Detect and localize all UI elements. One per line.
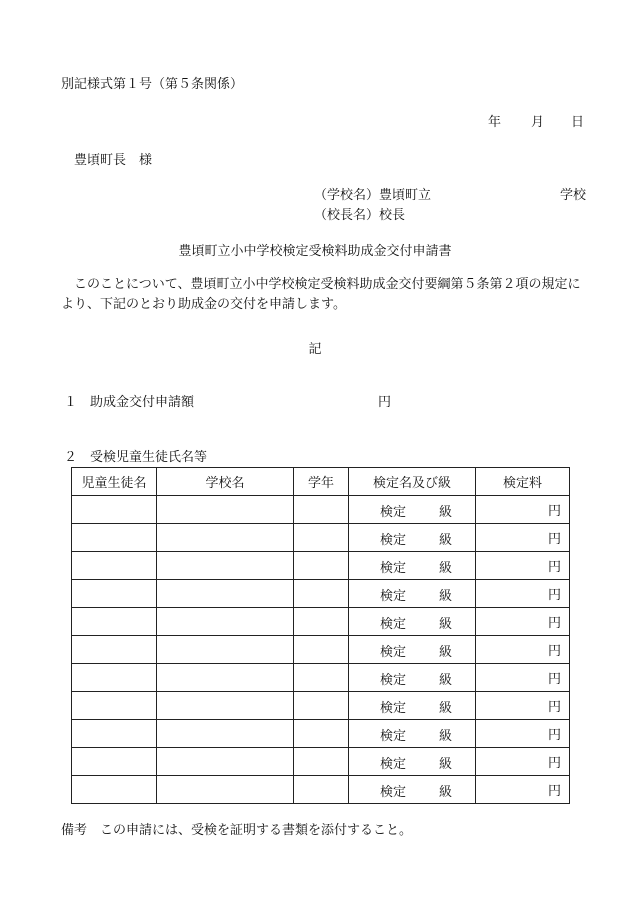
form-number-label: 別記様式第１号（第５条関係） <box>61 77 244 92</box>
addressee: 豊頃町長 様 <box>74 153 153 168</box>
table-row <box>72 636 570 664</box>
header-exam-name-level: 検定名及び級 <box>349 468 476 496</box>
date-month-label: 月 <box>531 115 545 130</box>
exam-name-level-cell[interactable] <box>349 720 476 748</box>
exam-fee-cell[interactable] <box>476 748 570 776</box>
table-row <box>72 692 570 720</box>
table-row <box>72 524 570 552</box>
remarks-label: 備考 <box>61 823 88 838</box>
table-row <box>72 664 570 692</box>
fee-unit: 円 <box>547 756 561 771</box>
grade-year-cell[interactable] <box>294 636 349 664</box>
fee-unit: 円 <box>547 560 561 575</box>
grade-word: 級 <box>439 645 453 660</box>
fee-unit: 円 <box>547 784 561 799</box>
table-row <box>72 580 570 608</box>
fee-unit: 円 <box>547 700 561 715</box>
date-day-label: 日 <box>571 115 585 130</box>
student-name-cell[interactable] <box>72 664 157 692</box>
fee-unit: 円 <box>547 532 561 547</box>
header-student-name: 児童生徒名 <box>72 468 157 496</box>
school-name-cell[interactable] <box>157 580 294 608</box>
exam-name-level-cell[interactable] <box>349 524 476 552</box>
table-body <box>72 496 570 804</box>
exam-fee-cell[interactable] <box>476 720 570 748</box>
exam-word: 検定 <box>380 533 407 548</box>
exam-word: 検定 <box>380 757 407 772</box>
ki-heading: 記 <box>308 342 322 357</box>
school-name-cell[interactable] <box>157 552 294 580</box>
body-paragraph: このことについて、豊頃町立小中学校検定受検料助成金交付要綱第５条第２項の規定により、下記のとおり助成金の交付を申請します。 <box>61 277 581 312</box>
table-row <box>72 748 570 776</box>
student-name-cell[interactable] <box>72 692 157 720</box>
header-school-name: 学校名 <box>157 468 294 496</box>
grade-year-cell[interactable] <box>294 664 349 692</box>
grade-word: 級 <box>439 785 453 800</box>
grade-word: 級 <box>439 757 453 772</box>
exam-fee-cell[interactable] <box>476 552 570 580</box>
exam-word: 検定 <box>380 785 407 800</box>
exam-word: 検定 <box>380 505 407 520</box>
exam-word: 検定 <box>380 701 407 716</box>
grade-word: 級 <box>439 673 453 688</box>
fee-unit: 円 <box>547 504 561 519</box>
student-name-cell[interactable] <box>72 636 157 664</box>
exam-name-level-cell[interactable] <box>349 748 476 776</box>
date-year-label: 年 <box>488 115 502 130</box>
student-name-cell[interactable] <box>72 580 157 608</box>
grade-word: 級 <box>439 561 453 576</box>
header-grade-year: 学年 <box>294 468 349 496</box>
student-name-cell[interactable] <box>72 776 157 804</box>
school-name-cell[interactable] <box>157 692 294 720</box>
table-header-row <box>72 468 570 496</box>
exam-word: 検定 <box>380 673 407 688</box>
remarks <box>61 819 412 838</box>
table-row <box>72 776 570 804</box>
table-row <box>72 496 570 524</box>
student-name-cell[interactable] <box>72 748 157 776</box>
student-name-cell[interactable] <box>72 720 157 748</box>
document-title: 豊頃町立小中学校検定受検料助成金交付申請書 <box>178 244 452 259</box>
exam-word: 検定 <box>380 589 407 604</box>
exam-fee-cell[interactable] <box>476 776 570 804</box>
principal-name-label: （校長名） <box>314 208 380 223</box>
grade-year-cell[interactable] <box>294 776 349 804</box>
student-name-cell[interactable] <box>72 524 157 552</box>
fee-unit: 円 <box>547 616 561 631</box>
fee-unit: 円 <box>547 644 561 659</box>
item1-label: １ 助成金交付申請額 <box>64 395 195 410</box>
item1-amount-unit: 円 <box>378 395 392 410</box>
grade-year-cell[interactable] <box>294 496 349 524</box>
grade-word: 級 <box>439 533 453 548</box>
exam-name-level-cell[interactable] <box>349 692 476 720</box>
school-name-suffix: 学校 <box>559 188 586 203</box>
school-name-label: （学校名） <box>314 188 380 203</box>
school-name-cell[interactable] <box>157 524 294 552</box>
item2-heading: ２ 受検児童生徒氏名等 <box>64 450 208 465</box>
exam-fee-cell[interactable] <box>476 664 570 692</box>
school-name-cell[interactable] <box>157 748 294 776</box>
school-name-cell[interactable] <box>157 496 294 524</box>
grade-word: 級 <box>439 505 453 520</box>
exam-fee-cell[interactable] <box>476 608 570 636</box>
exam-fee-cell[interactable] <box>476 636 570 664</box>
student-name-cell[interactable] <box>72 496 157 524</box>
grade-word: 級 <box>439 701 453 716</box>
grade-year-cell[interactable] <box>294 580 349 608</box>
applicant-school-block <box>314 184 586 224</box>
exam-fee-cell[interactable] <box>476 496 570 524</box>
fee-unit: 円 <box>547 672 561 687</box>
school-name-cell[interactable] <box>157 608 294 636</box>
exam-word: 検定 <box>380 617 407 632</box>
grade-year-cell[interactable] <box>294 692 349 720</box>
principal-name-row <box>314 204 405 223</box>
student-name-cell[interactable] <box>72 552 157 580</box>
principal-name-prefix: 校長 <box>379 208 406 223</box>
school-name-cell[interactable] <box>157 664 294 692</box>
school-name-row <box>314 184 586 203</box>
item1-requested-amount <box>64 391 404 410</box>
grade-year-cell[interactable] <box>294 608 349 636</box>
school-name-cell[interactable] <box>157 636 294 664</box>
grade-word: 級 <box>439 729 453 744</box>
exam-name-level-cell[interactable] <box>349 776 476 804</box>
exam-name-level-cell[interactable] <box>349 496 476 524</box>
header-exam-fee: 検定料 <box>476 468 570 496</box>
exam-word: 検定 <box>380 561 407 576</box>
table-row <box>72 608 570 636</box>
student-name-cell[interactable] <box>72 608 157 636</box>
exam-fee-cell[interactable] <box>476 580 570 608</box>
fee-unit: 円 <box>547 588 561 603</box>
school-name-prefix: 豊頃町立 <box>379 188 432 203</box>
exam-name-level-cell[interactable] <box>349 580 476 608</box>
exam-name-level-cell[interactable] <box>349 608 476 636</box>
exam-fee-cell[interactable] <box>476 524 570 552</box>
exam-word: 検定 <box>380 645 407 660</box>
school-name-cell[interactable] <box>157 720 294 748</box>
grade-year-cell[interactable] <box>294 748 349 776</box>
table-row <box>72 552 570 580</box>
school-name-cell[interactable] <box>157 776 294 804</box>
applicants-table <box>71 467 570 804</box>
exam-fee-cell[interactable] <box>476 692 570 720</box>
fee-unit: 円 <box>547 728 561 743</box>
grade-year-cell[interactable] <box>294 720 349 748</box>
grade-year-cell[interactable] <box>294 552 349 580</box>
grade-word: 級 <box>439 589 453 604</box>
table-row <box>72 720 570 748</box>
exam-word: 検定 <box>380 729 407 744</box>
grade-year-cell[interactable] <box>294 524 349 552</box>
remarks-text: この申請には、受検を証明する書類を添付すること。 <box>100 823 413 838</box>
grade-word: 級 <box>439 617 453 632</box>
exam-name-level-cell[interactable] <box>349 552 476 580</box>
exam-name-level-cell[interactable] <box>349 636 476 664</box>
exam-name-level-cell[interactable] <box>349 664 476 692</box>
